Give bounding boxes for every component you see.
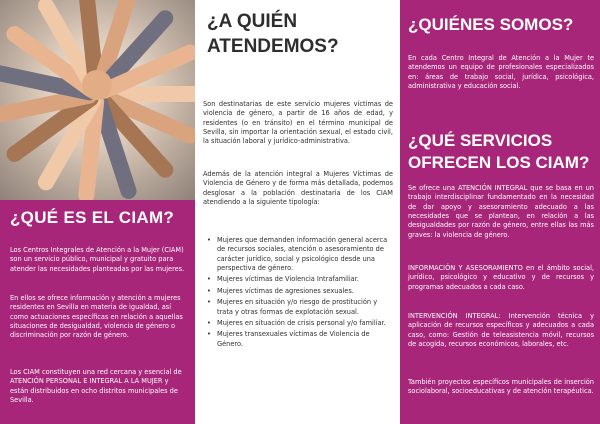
que-es-paragraph-3: Los CIAM constituyen una red cercana y esencial de ATENCIÓN PERSONAL E INTEGRAL A LA MUJER y están distribuidos en ocho distritos municipales de Sevilla. (10, 368, 182, 405)
quienes-paragraph-1: En cada Centro Integral de Atención a la Mujer te atendemos un equipo de profesionales especializados en: áreas de trabajo social, jurídica, psicológica, administrativa y educación social. (408, 54, 594, 91)
list-item: • Mujeres en situación de crisis personal y/o familiar. (207, 319, 395, 328)
list-item: • Mujeres víctimas de agresiones sexuales. (207, 287, 395, 296)
right-panel (400, 0, 600, 424)
que-es-paragraph-2: En ellos se ofrece información y atención a mujeres residentes en Sevilla en materia de igualdad, así como actuaciones específicas en relación a aquellas situaciones de desigualdad, violencia de género o discriminación por razón de género. (10, 294, 183, 340)
a-quien-title-line-1: ¿A QUIÉN (207, 11, 298, 32)
a-quien-paragraph-1: Son destinatarias de este servicio mujeres víctimas de violencia de género, a partir de 16 años de edad, y residentes (o en tránsito) en el término municipal de Sevilla, sin importar la orientación sexual, el estado civil, la situación laboral y jurídico-administrativa. (203, 100, 393, 146)
que-es-title: ¿QUÉ ES EL CIAM? (10, 208, 175, 227)
a-quien-title (207, 10, 339, 59)
center-fist (82, 70, 112, 100)
a-quien-paragraph-2: Además de la atención integral a Mujeres Víctimas de Violencia de Género y de forma más detallada, podemos desglosar a la población destinataria de los CIAM atendiendo a la siguiente tipología: (203, 170, 393, 207)
servicios-paragraph-2: INFORMACIÓN Y ASESORAMIENTO en el ámbito social, jurídico, psicológico y educativo y de recursos y programas adecuados a cada caso. (408, 264, 594, 291)
a-quien-title-line-2: ATENDEMOS? (207, 35, 339, 57)
que-es-paragraph-1: Los Centros Integrales de Atención a la Mujer (CIAM) son un servicio público, municipal y gratuito para atender las necesidades planteadas por las mujeres. (10, 246, 185, 273)
list-item: • Mujeres en situación y/o riesgo de prostitución y trata y otras formas de explotación sexual. (207, 298, 395, 317)
servicios-title-line-2: OFRECEN LOS CIAM? (408, 153, 590, 173)
middle-panel (195, 0, 400, 424)
servicios-title (408, 130, 589, 174)
servicios-title-line-1: ¿QUÉ SERVICIOS (408, 131, 553, 150)
servicios-paragraph-1: Se ofrece una ATENCIÓN INTEGRAL que se basa en un trabajo interdisciplinar fundamentado en la necesidad de dar apoyo y asesoramiento adecuado a las necesidades que se plantean, en relación a las desigualdades por razón de género, entre ellas las más graves: la violencia de género. (408, 184, 594, 239)
servicios-paragraph-4: También proyectos específicos municipales de inserción sociolaboral, socioeducativas y de atención terapéutica. (408, 378, 594, 396)
hands-together-photo (0, 0, 195, 200)
quienes-title: ¿QUIÉNES SOMOS? (408, 15, 574, 34)
list-item: • Mujeres transexuales víctimas de Violencia de Género. (207, 330, 395, 349)
list-item: • Mujeres víctimas de Violencia Intrafamiliar. (207, 275, 395, 284)
destinatarias-list (207, 236, 395, 351)
list-item: • Mujeres que demanden información general acerca de recursos sociales, atención o asesoramiento de carácter jurídico, social y psicológico desde una perspectiva de género. (207, 236, 395, 273)
servicios-paragraph-3: INTERVENCIÓN INTEGRAL: Intervención técnica y aplicación de recursos específicos y adecuados a cada caso, como: Gestión de teleasistencia móvil, recursos de acogida, recursos económicos, laborales, etc. (408, 312, 594, 349)
left-panel (0, 0, 195, 424)
